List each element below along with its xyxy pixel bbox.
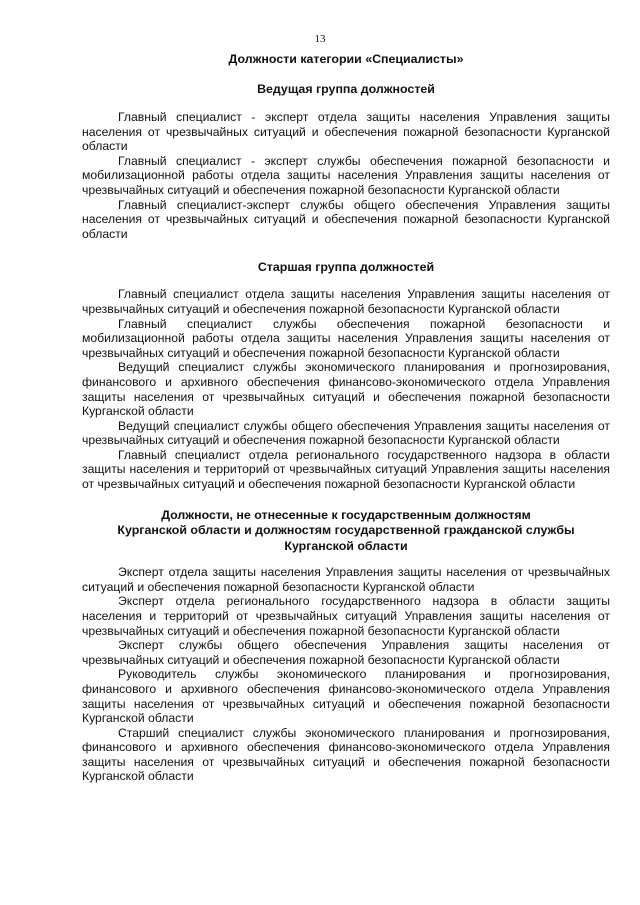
page-number: 13 [314, 33, 326, 45]
position-paragraph: Руководитель службы экономического планирования и прогнозирования, финансового и архивного обеспечения финансово-экономического отдела Управления защиты населения от чрезвычайных ситуаций и обеспечения пожарной безопасности Курганской области [82, 667, 610, 726]
position-paragraph: Эксперт отдела регионального государственного надзора в области защиты населения и территорий от чрезвычайных ситуаций Управления защиты населения от чрезвычайных ситуаций и обеспечения пожарной безопасности Курганской области [82, 594, 610, 638]
heading-line: Курганской области [284, 538, 408, 553]
category-title: Должности категории «Специалисты» [228, 52, 464, 66]
position-paragraph: Главный специалист-эксперт службы общего обеспечения Управления защиты населения от чрезвычайных ситуаций и обеспечения пожарной безопасности Курганской области [82, 197, 610, 241]
position-paragraph: Главный специалист - эксперт службы обеспечения пожарной безопасности и мобилизационной работы отдела защиты населения Управления защиты населения от чрезвычайных ситуаций и обеспечения пожарной безопасности Курганской области [82, 153, 610, 197]
heading-line: Должности, не отнесенные к государственным должностям [161, 507, 531, 522]
position-paragraph: Главный специалист отдела защиты населения Управления защиты населения от чрезвычайных ситуаций и обеспечения пожарной безопасности Курганской области [82, 287, 610, 316]
document-body [82, 52, 610, 784]
position-paragraph: Ведущий специалист службы общего обеспечения Управления защиты населения от чрезвычайных ситуаций и обеспечения пожарной безопасности Курганской области [82, 418, 610, 448]
position-paragraph: Старший специалист службы экономического планирования и прогнозирования, финансового и архивного обеспечения финансово-экономического отдела Управления защиты населения от чрезвычайных ситуаций и обеспечения пожарной безопасности Курганской области [82, 725, 610, 784]
position-paragraph: Ведущий специалист службы экономического планирования и прогнозирования, финансового и архивного обеспечения финансово-экономического отдела Управления защиты населения от чрезвычайных ситуаций и обеспечения пожарной безопасности Курганской области [82, 360, 610, 419]
non-state-positions-heading [82, 508, 610, 555]
position-paragraph: Главный специалист отдела регионального государственного надзора в области защиты населения и территорий от чрезвычайных ситуаций Управления защиты населения от чрезвычайных ситуаций и обеспечения пожарной безопасности Курганской области [82, 447, 610, 492]
position-paragraph: Эксперт службы общего обеспечения Управления защиты населения от чрезвычайных ситуаций и обеспечения пожарной безопасности Курганской области [82, 638, 610, 667]
section-heading-senior-group: Старшая группа должностей [257, 260, 435, 275]
heading-line: Курганской области и должностям государственной гражданской службы [117, 523, 575, 538]
position-paragraph: Главный специалист службы обеспечения пожарной безопасности и мобилизационной работы отдела защиты населения Управления защиты населения от чрезвычайных ситуаций и обеспечения пожарной безопасности Курганской области [82, 316, 610, 360]
section-heading-leading-group: Ведущая группа должностей [257, 82, 435, 96]
position-paragraph: Главный специалист - эксперт отдела защиты населения Управления защиты населения от чрезвычайных ситуаций и обеспечения пожарной безопасности Курганской области [82, 110, 610, 154]
position-paragraph: Эксперт отдела защиты населения Управления защиты населения от чрезвычайных ситуаций и обеспечения пожарной безопасности Курганской области [82, 565, 610, 594]
